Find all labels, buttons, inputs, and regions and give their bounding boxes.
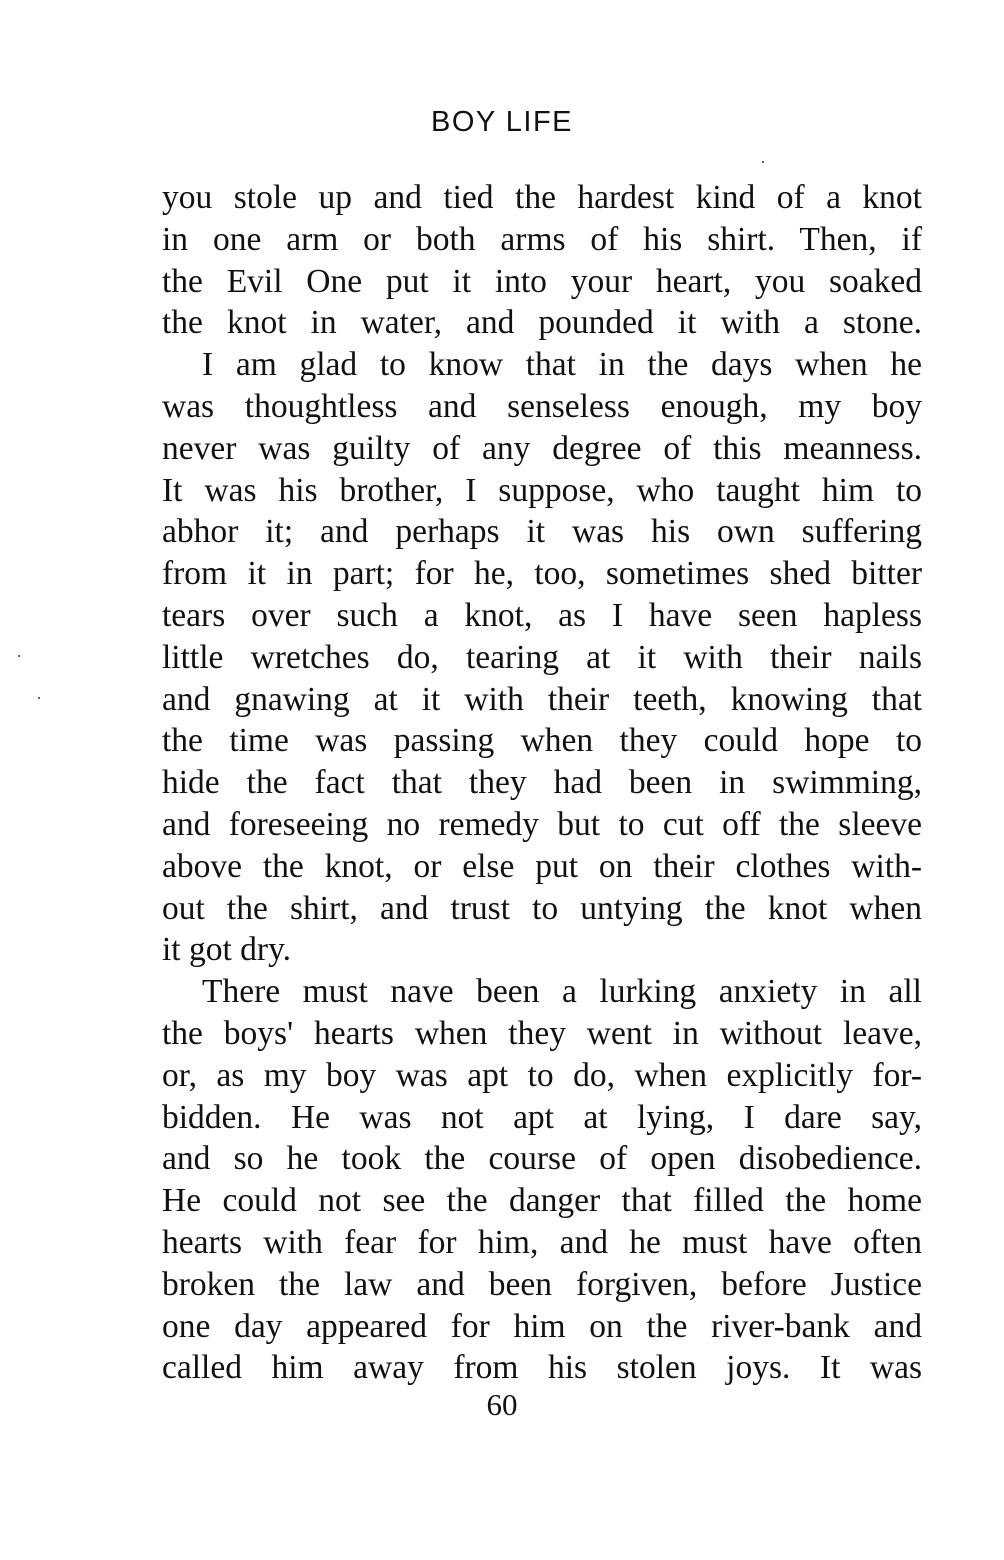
text-line: He could not see the danger that filled the home [162,1182,922,1220]
text-line: It was his brother, I suppose, who taught him to [162,471,922,509]
paragraph-start-line: I am glad to know that in the days when he [202,346,922,384]
text-line: or, as my boy was apt to do, when explicitly for- [162,1056,922,1094]
body-text [162,177,922,1389]
text-line: the boys' hearts when they went in without leave, [162,1014,922,1052]
print-speck [762,161,764,163]
page-number: 60 [486,1387,518,1422]
text-line: and gnawing at it with their teeth, knowing that [162,680,922,718]
text-line: above the knot, or else put on their clothes with- [162,847,922,885]
text-line: the Evil One put it into your heart, you soaked [162,262,922,300]
text-line: abhor it; and perhaps it was his own suffering [162,513,922,551]
print-speck [38,697,40,699]
paragraph-start-line: There must nave been a lurking anxiety in all [202,973,922,1011]
print-speck [18,655,20,657]
text-line: broken the law and been forgiven, before Justice [162,1265,922,1303]
text-line: and foreseeing no remedy but to cut off the sleeve [162,805,922,843]
text-line: little wretches do, tearing at it with their nails [162,638,922,676]
text-line: hide the fact that they had been in swimming, [162,764,922,802]
text-line: from it in part; for he, too, sometimes shed bitter [162,555,922,593]
text-line: never was guilty of any degree of this meanness. [162,429,922,467]
text-line: you stole up and tied the hardest kind of a knot [162,179,922,216]
text-line: called him away from his stolen joys. It was [162,1349,922,1387]
paragraph-end-line: it got dry. [162,931,292,969]
text-line: tears over such a knot, as I have seen hapless [162,596,922,634]
text-line: out the shirt, and trust to untying the knot when [162,889,922,927]
text-line: bidden. He was not apt at lying, I dare say, [162,1098,922,1136]
text-line: was thoughtless and senseless enough, my boy [162,387,922,425]
text-line: and so he took the course of open disobedience. [162,1140,922,1178]
text-line: in one arm or both arms of his shirt. Then, if [162,220,922,258]
text-line: hearts with fear for him, and he must have often [162,1223,922,1261]
text-line: the time was passing when they could hope to [162,722,922,760]
running-head: BOY LIFE [430,106,574,138]
text-line: the knot in water, and pounded it with a stone. [162,304,922,342]
text-line: one day appeared for him on the river-bank and [162,1307,922,1345]
